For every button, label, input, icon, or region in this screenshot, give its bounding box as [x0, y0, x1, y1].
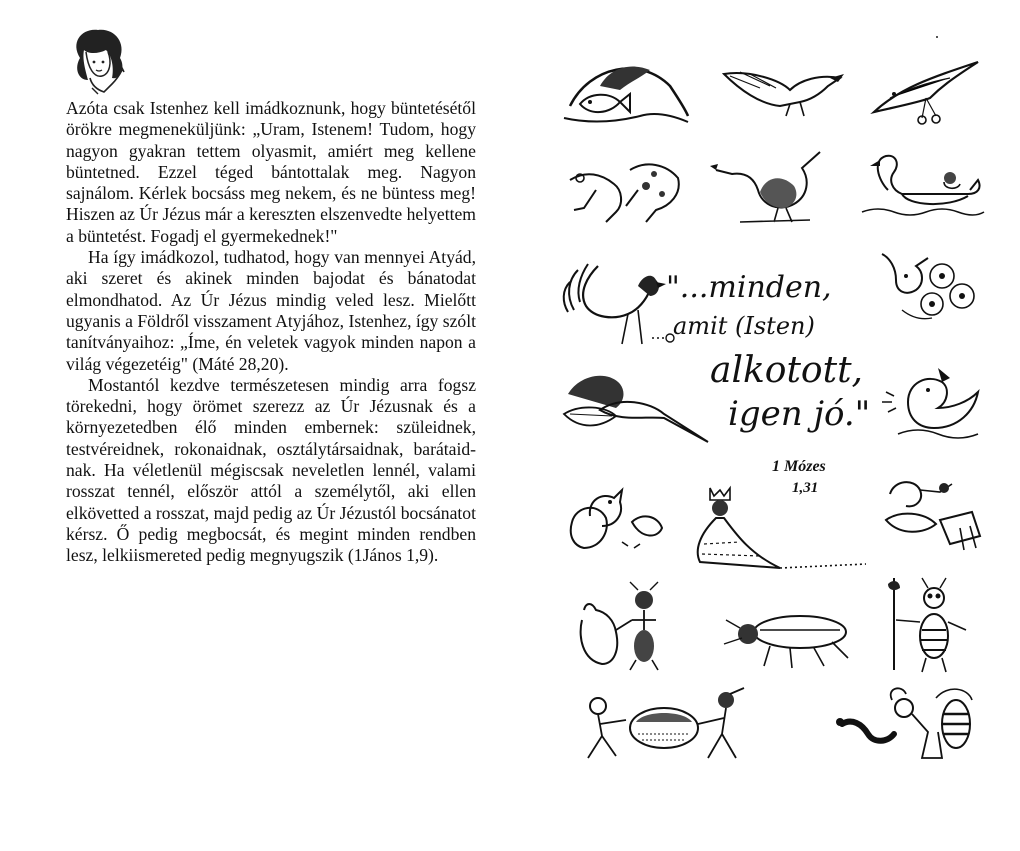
- paragraph-3: Mostantól kezdve természetesen mindig arra fogsz törekedni, hogy örömet szerezz az Úr Jézusnak és a környezetedben élő minden embernek: szüleidnek, testvéreidnek, rokonaidnak, osztálytársaidnak, barátaidnak. Ha véletlenül mégiscsak neveletlen lennél, valami rosszat tennél, először attól a személytől, aki ellen elkövetted a rosszat, majd pedig az Úr Jézustól bocsánatot kérsz. Ő pedig megbocsát, és megint minden rendben lesz, lelkiismereted pedig megnyugszik (1János 1,9).: [66, 374, 476, 566]
- soldier-ant-with-axe-illustration: [886, 574, 972, 674]
- fish-with-wave-illustration: [560, 56, 690, 128]
- queen-ant-with-train-illustration: [680, 484, 870, 570]
- body-text: [66, 98, 476, 567]
- leaping-frogs-illustration: [566, 150, 684, 226]
- verse-line-4: igen jó.": [728, 394, 871, 434]
- bathing-bird-illustration: [878, 362, 984, 444]
- speck: [936, 36, 938, 38]
- flying-duck-illustration: [720, 60, 850, 120]
- bible-reference-verse: 1,31: [792, 480, 819, 496]
- verse-line-2: amit (Isten): [673, 312, 815, 340]
- verse-line-1: "...minden,: [666, 270, 832, 305]
- beetle-illustration: [720, 602, 860, 672]
- bird-on-flowers-illustration: [872, 248, 982, 328]
- flying-bird-cherries-illustration: [870, 58, 980, 126]
- ant-with-hat-illustration: [880, 474, 984, 554]
- verse-line-3: alkotott,: [710, 350, 863, 391]
- praying-girl-illustration: [68, 28, 132, 98]
- hatching-chick-illustration: [562, 482, 672, 562]
- swan-with-duckling-illustration: [858, 150, 986, 224]
- hummingbird-with-leaf-illustration: [560, 366, 710, 444]
- paragraph-2: Ha így imádkozol, tudhatod, hogy van mennyei Atyád, aki szeret és akinek minden bajodat és bánatodat elmondhatod. Az Úr Jézus mindig veled lesz. Mielőtt ugyanis a Földről visszament Atyjához, Istenhez, így szólt tanítványaihoz: „Íme, én veletek vagyok minden napon a világ végezetéig" (Máté 28,20).: [66, 247, 476, 374]
- dancing-bird-illustration: [710, 146, 830, 226]
- bible-reference-book: 1 Mózes: [772, 458, 826, 475]
- worm-and-bee-illustration: [832, 684, 982, 768]
- ant-with-sack-illustration: [572, 580, 690, 672]
- paragraph-1: Azóta csak Istenhez kell imádkoznunk, hogy büntetésétől örökre megmeneküljünk: „Uram, Istenem! Tudom, hogy nagyon gyakran tettem olyasmit, amiért meg kellene büntetned. Ezzel téged bántottalak meg. Nagyon sajnálom. Kérlek bocsáss meg nekem, és ne büntess meg! Hiszen az Úr Jézus már a kereszten elszenvedte helyettem a büntetést. Fogadj el gyermekednek!": [66, 98, 476, 246]
- right-page: [510, 0, 1020, 851]
- ants-carrying-basket-illustration: [580, 684, 760, 768]
- rooster-with-snail-illustration: [558, 256, 678, 348]
